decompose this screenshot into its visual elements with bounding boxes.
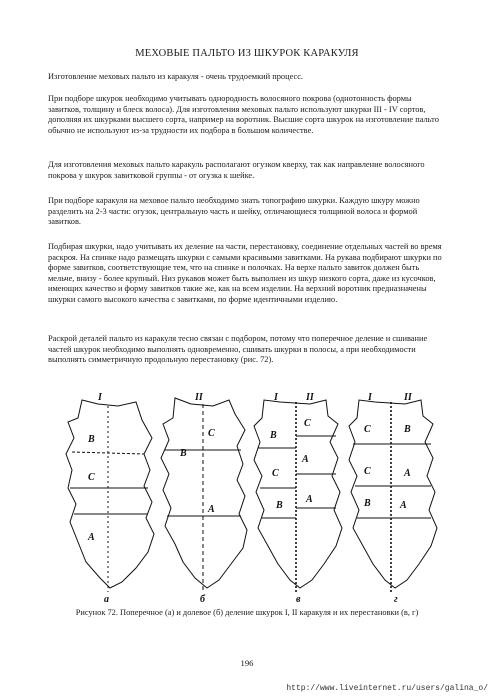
label-g-letter: г (394, 594, 398, 604)
label-g-roman-left: I (368, 392, 372, 403)
page-title: МЕХОВЫЕ ПАЛЬТО ИЗ ШКУРОК КАРАКУЛЯ (135, 48, 359, 59)
label-v-part-4: А (302, 454, 309, 465)
label-g-part-1: В (404, 424, 411, 435)
pelt-g-drawing (349, 400, 437, 592)
label-v-roman-right: II (306, 392, 314, 403)
label-a-part-1: В (88, 434, 95, 445)
page-number: 196 (240, 658, 254, 668)
figure-72 (60, 392, 440, 604)
label-g-part-5: В (364, 498, 371, 509)
label-a-roman: I (98, 392, 102, 403)
label-b-letter: б (200, 594, 205, 604)
figure-caption: Рисунок 72. Поперечное (а) и долевое (б) деление шкурок I, II каракуля и их перестановки (в, г) (75, 608, 419, 617)
label-v-part-5: В (276, 500, 283, 511)
label-g-roman-right: II (404, 392, 412, 403)
footer-url[interactable]: http://www.liveinternet.ru/users/galina_o/ (286, 684, 488, 693)
label-b-roman: II (195, 392, 203, 403)
paragraph-2: При подборе шкурок необходимо учитывать однородность волосяного покрова (однотонность формы завитков, толщину и блеск волоса). Для изготовления меховых пальто используют шкурки III - IV сортов, дополняя их шкурками высшего сорта, например на воротник. Высшие сорта шкурок на изготовление пальто обычно не используют из-за трудности их подбора в большом количестве. (48, 94, 439, 135)
label-g-part-3: А (404, 468, 411, 479)
pelt-b-drawing (161, 398, 247, 592)
pelt-v-drawing (254, 400, 342, 592)
label-v-part-3: С (272, 468, 279, 479)
paragraph-6: Раскрой деталей пальто из каракуля тесно связан с подбором, потому что поперечное деление и сшивание частей шкурок необходимо выполнять одновременно, сшивать шкурки в полосы, а при необходимости выполнять симметричную продольную перестановку (рис. 72). (48, 334, 428, 365)
label-g-part-6: А (400, 500, 407, 511)
label-g-part-2: С (364, 424, 371, 435)
label-a-letter: а (104, 594, 109, 604)
paragraph-1: Изготовление меховых пальто из каракуля - очень трудоемкий процесс. (48, 72, 304, 81)
label-b-part-1: С (208, 428, 215, 439)
label-a-part-3: А (88, 532, 95, 543)
label-b-part-3: А (208, 504, 215, 515)
label-v-letter: в (296, 594, 301, 604)
paragraph-4: При подборе каракуля на меховое пальто необходимо знать топографию шкурки. Каждую шкуру можно разделить на 2-3 части: огузок, центральную часть и шейку, отличающиеся толщиной волоса и формой завитков. (48, 196, 420, 227)
label-v-part-6: А (306, 494, 313, 505)
label-v-roman-left: I (274, 392, 278, 403)
paragraph-3: Для изготовления меховых пальто каракуль располагают огузком кверху, так как направление волосяного покрова у шкурок завитковой группы - от огузка к шейке. (48, 160, 425, 180)
label-v-part-1: В (270, 430, 277, 441)
label-v-part-2: С (304, 418, 311, 429)
label-b-part-2: В (180, 448, 187, 459)
paragraph-5: Подбирая шкурки, надо учитывать их деление на части, перестановку, соединение отдельных частей во время раскроя. На спинке надо размещать шкурки с самыми красивыми завитками. На рукава подбирают шкурки по форме завитков, соответствующие тем, что на спинке и полочках. На верхе пальто завиток должен быть мельче, внизу - более крупный. Низ рукавов может быть выполнен из шкур низкого сорта, даже из кусочков, имеющих качество и форму завитков такие же, как на всем изделии. На верхний воротник предназначены шкурки самого высокого качества с завитками, по форме идентичными изделию. (48, 242, 442, 304)
label-g-part-4: С (364, 466, 371, 477)
pelt-a-drawing (66, 400, 154, 592)
label-a-part-2: С (88, 472, 95, 483)
